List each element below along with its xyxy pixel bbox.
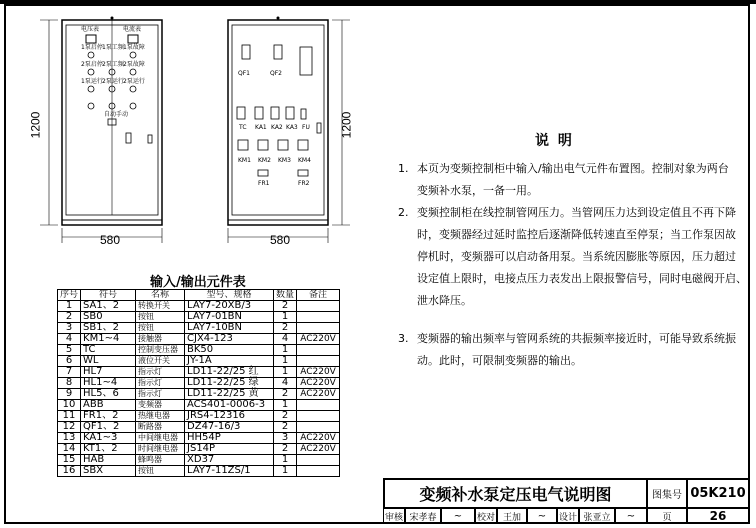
cell-qty: 3 [274, 433, 297, 444]
header-remark: 备注 [297, 290, 340, 301]
cell-seq: 5 [58, 345, 81, 356]
cell-seq: 1 [58, 301, 81, 312]
cell-name: 蜂鸣器 [136, 455, 185, 466]
cell-name: 断路器 [136, 422, 185, 433]
cell-symbol: HAB [81, 455, 136, 466]
cell-symbol: SBX [81, 466, 136, 477]
table-row [58, 345, 340, 356]
note-line: 变频补水泵，一备一用。 [417, 184, 538, 197]
cell-qty: 1 [274, 455, 297, 466]
cell-name: 按钮 [136, 323, 185, 334]
cell-remark [297, 466, 340, 477]
back-label-fr2: FR2 [298, 180, 310, 187]
design-name: 张亚立 [579, 508, 615, 524]
cell-name: 热继电器 [136, 411, 185, 422]
table-row [58, 356, 340, 367]
cell-model: ACS401-0006-3 [185, 400, 274, 411]
cell-name: 指示灯 [136, 378, 185, 389]
table-row [58, 422, 340, 433]
cell-model: LD11-22/25 黄 [185, 389, 274, 400]
cell-name: 液位开关 [136, 356, 185, 367]
front-label-pump2-startstop: 2泵启停 [81, 61, 103, 68]
note-line: 停机时，变频器可以启动备用泵。当系统因膨胀等原因，压力超过 [417, 250, 736, 263]
front-label-pump2-powerfreq: 2泵工频 [102, 61, 124, 68]
back-label-km1: KM1 [238, 157, 251, 164]
table-row [58, 301, 340, 312]
cell-seq: 13 [58, 433, 81, 444]
cell-symbol: KM1~4 [81, 334, 136, 345]
back-view-drawing [218, 15, 358, 247]
drawing-title: 变频补水泵定压电气说明图 [384, 479, 647, 508]
table-row [58, 334, 340, 345]
table-row [58, 367, 340, 378]
front-label-voltmeter: 电压表 [81, 26, 100, 33]
check-signature: ~ [527, 508, 557, 524]
table-row [58, 455, 340, 466]
table-row [58, 433, 340, 444]
back-width-dimension: 580 [270, 233, 291, 247]
cell-model: XD37 [185, 455, 274, 466]
header-model: 型号、规格 [185, 290, 274, 301]
cell-symbol: HL7 [81, 367, 136, 378]
review-name: 宋孝春 [405, 508, 441, 524]
cell-qty: 2 [274, 323, 297, 334]
cell-remark: AC220V [297, 367, 340, 378]
cell-name: 指示灯 [136, 367, 185, 378]
cell-qty: 2 [274, 422, 297, 433]
front-label-pump2-running-a: 2泵运行 [102, 78, 124, 85]
cell-remark [297, 323, 340, 334]
cell-symbol: SB1、2 [81, 323, 136, 334]
review-label: 审核 [383, 508, 405, 524]
atlas-number: 05K210 [687, 479, 749, 508]
review-signature: ~ [441, 508, 475, 524]
header-qty: 数量 [274, 290, 297, 301]
cell-model: LAY7-01BN [185, 312, 274, 323]
note-line: 泄水降压。 [417, 294, 472, 307]
cell-symbol: TC [81, 345, 136, 356]
front-label-ammeter: 电流表 [123, 26, 142, 33]
cell-symbol: FR1、2 [81, 411, 136, 422]
table-body [58, 301, 340, 477]
page-label: 页 [647, 508, 687, 524]
cell-qty: 4 [274, 378, 297, 389]
cell-remark [297, 400, 340, 411]
cell-seq: 16 [58, 466, 81, 477]
note-line: 时，变频器经过延时监控后逐渐降低转速直至停泵；当工作泵因故 [417, 228, 736, 241]
table-row [58, 312, 340, 323]
cell-model: BK50 [185, 345, 274, 356]
table-row [58, 444, 340, 455]
cell-symbol: KA1~3 [81, 433, 136, 444]
cell-symbol: HL5、6 [81, 389, 136, 400]
atlas-label: 图集号 [647, 479, 687, 508]
table-row [58, 411, 340, 422]
back-label-tc: TC [239, 124, 247, 131]
cell-qty: 4 [274, 334, 297, 345]
note-line: 本页为变频控制柜中输入/输出电气元件布置图。控制对象为两台 [417, 162, 729, 175]
cell-name: 中间继电器 [136, 433, 185, 444]
cell-remark: AC220V [297, 444, 340, 455]
cell-remark [297, 301, 340, 312]
cell-name: 控制变压器 [136, 345, 185, 356]
cell-symbol: ABB [81, 400, 136, 411]
back-label-qf2: QF2 [270, 70, 282, 77]
cell-remark: AC220V [297, 334, 340, 345]
cell-seq: 11 [58, 411, 81, 422]
note-number: 1. [398, 162, 409, 175]
page-number: 26 [687, 508, 749, 524]
note-line: 设定值上限时，电接点压力表发出上限报警信号，同时电磁阀开启、 [417, 272, 747, 285]
cell-seq: 12 [58, 422, 81, 433]
note-line: 变频器的输出频率与管网系统的共振频率接近时，可能导致系统振 [417, 332, 736, 345]
front-label-pump2-fault: 2泵故障 [123, 61, 145, 68]
cell-qty: 2 [274, 444, 297, 455]
front-label-auto-manual: 自动手动 [104, 111, 129, 118]
cell-remark: AC220V [297, 389, 340, 400]
table-row [58, 389, 340, 400]
cell-seq: 4 [58, 334, 81, 345]
cell-remark [297, 345, 340, 356]
cell-qty: 1 [274, 312, 297, 323]
cell-model: DZ47-16/3 [185, 422, 274, 433]
cell-seq: 15 [58, 455, 81, 466]
cell-model: JS14P [185, 444, 274, 455]
note-number: 3. [398, 332, 409, 345]
cell-qty: 2 [274, 389, 297, 400]
cell-remark: AC220V [297, 378, 340, 389]
cell-remark [297, 356, 340, 367]
cell-model: HH54P [185, 433, 274, 444]
back-label-km4: KM4 [298, 157, 311, 164]
back-label-ka3: KA3 [286, 124, 298, 131]
front-width-dimension: 580 [100, 233, 121, 247]
back-height-dimension: 1200 [339, 111, 354, 139]
cell-model: LAY7-11ZS/1 [185, 466, 274, 477]
header-seq: 序号 [58, 290, 81, 301]
cell-name: 指示灯 [136, 389, 185, 400]
table-row [58, 323, 340, 334]
cell-remark [297, 411, 340, 422]
table-row [58, 378, 340, 389]
cell-remark [297, 312, 340, 323]
cell-qty: 1 [274, 466, 297, 477]
check-name: 王加 [497, 508, 527, 524]
front-label-pump1-startstop: 1泵启停 [81, 44, 103, 51]
cell-remark: AC220V [297, 433, 340, 444]
cell-symbol: KT1、2 [81, 444, 136, 455]
cell-model: LD11-22/25 绿 [185, 378, 274, 389]
cell-seq: 2 [58, 312, 81, 323]
cell-model: LAY7-20XB/3 [185, 301, 274, 312]
back-label-qf1: QF1 [238, 70, 250, 77]
cell-qty: 1 [274, 400, 297, 411]
table-header-row [58, 290, 340, 301]
cell-seq: 3 [58, 323, 81, 334]
front-label-pump1-running: 1泵运行 [81, 78, 103, 85]
back-label-km2: KM2 [258, 157, 271, 164]
note-line: 动。此时，可限制变频器的输出。 [417, 354, 582, 367]
cell-symbol: QF1、2 [81, 422, 136, 433]
cell-qty: 2 [274, 301, 297, 312]
cell-name: 按钮 [136, 466, 185, 477]
front-label-pump1-powerfreq: 1泵工频 [102, 44, 124, 51]
cell-seq: 9 [58, 389, 81, 400]
table-row [58, 466, 340, 477]
cell-qty: 1 [274, 367, 297, 378]
title-block [383, 478, 750, 524]
cell-remark [297, 455, 340, 466]
note-number: 2. [398, 206, 409, 219]
design-label: 设计 [557, 508, 579, 524]
cell-symbol: WL [81, 356, 136, 367]
cell-model: JY-1A [185, 356, 274, 367]
header-name: 名称 [136, 290, 185, 301]
cell-qty: 1 [274, 345, 297, 356]
note-line: 变频控制柜在线控制管网压力。当管网压力达到设定值且不再下降 [417, 206, 736, 219]
cell-qty: 2 [274, 411, 297, 422]
cell-seq: 8 [58, 378, 81, 389]
table-row [58, 400, 340, 411]
front-label-pump2-running-b: 2泵运行 [123, 78, 145, 85]
cell-name: 变频器 [136, 400, 185, 411]
cell-model: LD11-22/25 红 [185, 367, 274, 378]
header-symbol: 符号 [81, 290, 136, 301]
cell-symbol: HL1~4 [81, 378, 136, 389]
cell-model: CJX4-123 [185, 334, 274, 345]
cell-symbol: SB0 [81, 312, 136, 323]
back-label-fu: FU [302, 124, 310, 131]
cell-seq: 6 [58, 356, 81, 367]
cell-symbol: SA1、2 [81, 301, 136, 312]
cell-name: 接触器 [136, 334, 185, 345]
components-table [57, 289, 340, 477]
notes-heading: 说 明 [535, 133, 574, 149]
cell-model: LAY7-10BN [185, 323, 274, 334]
back-label-km3: KM3 [278, 157, 291, 164]
cell-qty: 1 [274, 356, 297, 367]
check-label: 校对 [475, 508, 497, 524]
cell-name: 按钮 [136, 312, 185, 323]
cell-seq: 10 [58, 400, 81, 411]
cell-model: JRS4-12316 [185, 411, 274, 422]
front-height-dimension: 1200 [28, 111, 43, 139]
cell-remark [297, 422, 340, 433]
back-label-fr1: FR1 [258, 180, 270, 187]
cell-seq: 14 [58, 444, 81, 455]
cell-name: 时间继电器 [136, 444, 185, 455]
cell-seq: 7 [58, 367, 81, 378]
table-title: 输入/输出元件表 [150, 275, 246, 290]
front-label-pump1-fault: 1泵故障 [123, 44, 145, 51]
back-label-ka2: KA2 [271, 124, 283, 131]
cell-name: 转换开关 [136, 301, 185, 312]
design-signature: ~ [615, 508, 647, 524]
back-label-ka1: KA1 [255, 124, 267, 131]
